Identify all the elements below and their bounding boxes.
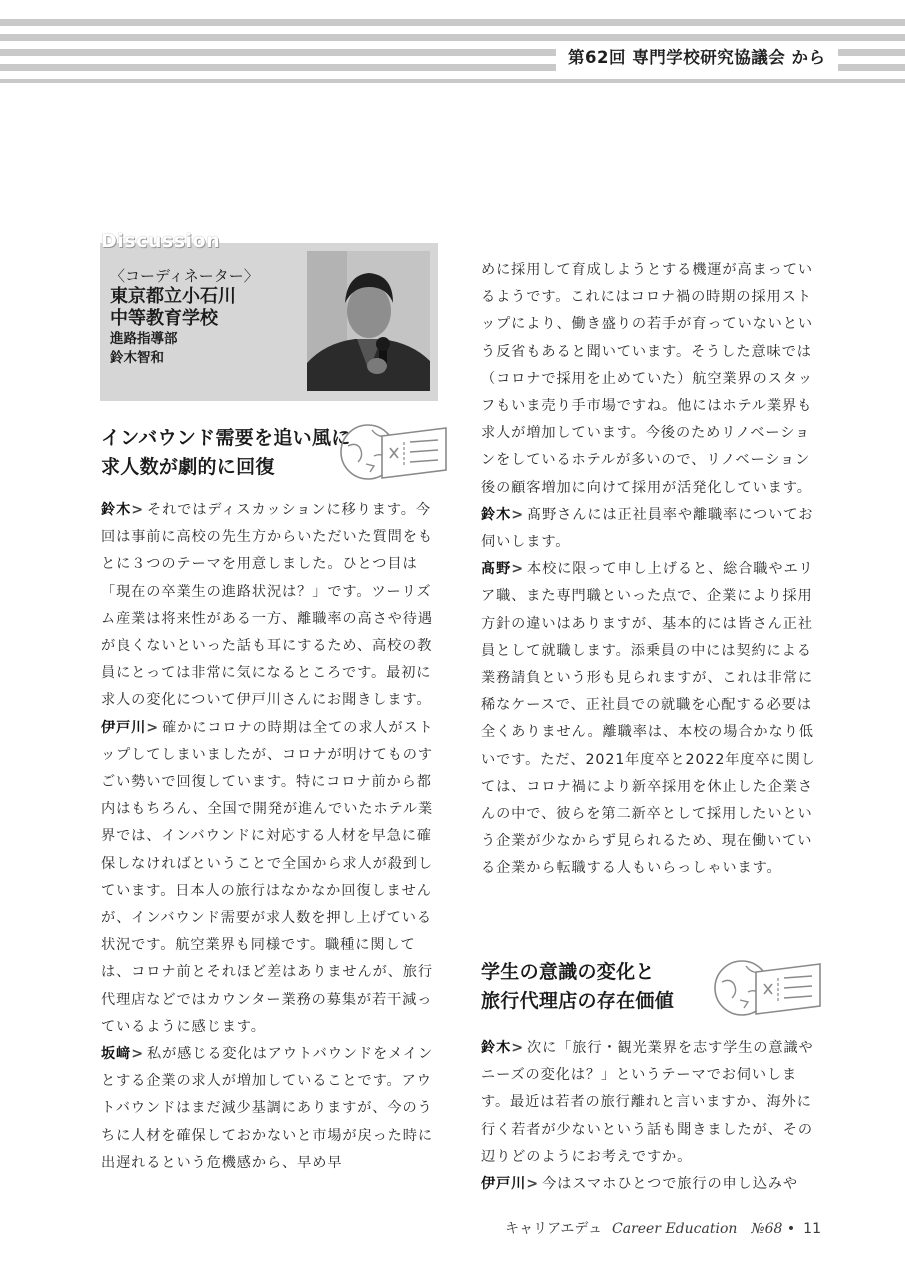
paragraph xyxy=(481,556,821,882)
paragraph-text: 次に「旅行・観光業界を志す学生の意識やニーズの変化は？」というテーマでお伺いします。最近は若者の旅行離れと言いますか、海外に行く若者が少ないという話も聞きましたが、その辺りどのようにお考えですか。 xyxy=(481,1040,814,1165)
paragraph xyxy=(481,502,821,556)
section-heading-2-line1: 学生の意識の変化と xyxy=(481,961,655,983)
page-footer xyxy=(505,1218,821,1238)
left-column xyxy=(101,497,439,1177)
header-stripe xyxy=(0,79,905,83)
speaker-label: 伊戸川> xyxy=(481,1176,540,1193)
paragraph-text: 確かにコロナの時期は全ての求人がストップしてしまいましたが、コロナが明けてものすごい勢いで回復しています。特にコロナ前から都内はもちろん、全国で開発が進んでいたホテル業界では、インバウンドに対応する人材を早急に確保しなければということで全国から求人が殺到しています。日本人の旅行はなかなか回復しませんが、インバウンド需要が求人数を押し上げている状況です。航空業界も同様です。職種に関しては、コロナ前とそれほど差はありませんが、旅行代理店などではカウンター業務の募集が若干減っているように感じます。 xyxy=(101,719,434,1035)
speaker-label: 伊戸川> xyxy=(101,719,160,736)
section-heading-1-line2: 求人数が劇的に回復 xyxy=(101,456,275,478)
globe-ticket-icon xyxy=(712,952,824,1024)
paragraph-text: それではディスカッションに移ります。今回は事前に高校の先生方からいただいた質問をもとに３つのテーマを用意しました。ひとつ目は「現在の卒業生の進路状況は？」です。ツーリズム産業は将来性がある一方、離職率の高さや待遇が良くないといった話も耳にするため、高校の教員にとっては非常に気になるところです。最初に求人の変化について伊戸川さんにお聞きします。 xyxy=(101,502,433,709)
paragraph xyxy=(481,1035,821,1171)
globe-ticket-icon xyxy=(338,416,450,488)
coordinator-role: 〈コーディネーター〉 xyxy=(110,267,259,285)
page-number: 11 xyxy=(803,1221,821,1237)
right-column-bottom xyxy=(481,1035,821,1198)
series-tag: 第62回 専門学校研究協議会 から xyxy=(556,42,838,74)
paragraph xyxy=(481,1171,821,1198)
magazine-title-en: Career Education xyxy=(611,1221,738,1237)
paragraph-text: 髙野さんには正社員率や離職率についてお伺いします。 xyxy=(481,506,814,551)
speaker-label: 髙野> xyxy=(481,561,524,578)
speaker-label: 坂﨑> xyxy=(101,1046,144,1063)
paragraph xyxy=(481,257,821,502)
magazine-title-jp: キャリアエデュ xyxy=(505,1221,602,1237)
right-column-top xyxy=(481,257,821,883)
paragraph-text: 本校に限って申し上げると、総合職やエリア職、また専門職といった点で、企業により採用方針の違いはありますが、基本的には皆さん正社員として就職します。添乗員の中には契約による業務請負という形も見られますが、これは非常に稀なケースで、正社員での就職を心配する必要は全くありません。離職率は、本校の場合かなり低いです。ただ、2021年度卒と2022年度卒に関しては、コロナ禍により新卒採用を休止した企業さんの中で、彼らを第二新卒として採用したいという企業が少なからず見られるため、現在働いている企業から転職する人もいらっしゃいます。 xyxy=(481,561,816,877)
discussion-label: Discussion xyxy=(101,230,221,252)
paragraph-text: 今はスマホひとつで旅行の申し込みや xyxy=(542,1176,798,1193)
speaker-label: 鈴木> xyxy=(481,1040,524,1056)
issue-number: №68 xyxy=(751,1221,783,1237)
paragraph-text: めに採用して育成しようとする機運が高まっているようです。これにはコロナ禍の時期の採用ストップにより、働き盛りの若手が育っていないという反省もあると聞いています。そうした意味では（コロナで採用を止めていた）航空業界のスタッフもいま売り手市場ですね。他にはホテル業界も求人が増加しています。今後のためリノベーションをしているホテルが多いので、リノベーション後の顧客増加に向けて採用が活発化しています。 xyxy=(481,262,813,496)
school-name-line2: 中等教育学校 xyxy=(110,308,218,329)
paragraph xyxy=(101,1041,439,1177)
section-heading-1 xyxy=(101,424,351,482)
department: 進路指導部 xyxy=(110,331,178,347)
section-heading-2-line2: 旅行代理店の存在価値 xyxy=(481,990,675,1012)
coordinator-name: 鈴木智和 xyxy=(110,350,164,366)
footer-bullet: • xyxy=(786,1221,796,1237)
section-heading-1-line1: インバウンド需要を追い風に xyxy=(101,427,351,449)
speaker-label: 鈴木> xyxy=(101,502,144,518)
section-heading-2 xyxy=(481,958,674,1016)
speaker-label: 鈴木> xyxy=(481,506,524,523)
school-name-line1: 東京都立小石川 xyxy=(110,286,236,307)
coordinator-photo xyxy=(307,251,430,391)
paragraph xyxy=(101,497,439,715)
header-stripe xyxy=(0,34,905,41)
paragraph-text: 私が感じる変化はアウトバウンドをメインとする企業の求人が増加していることです。アウトバウンドはまだ減少基調にありますが、今のうちに人材を確保しておかないと市場が戻った時に出遅れるという危機感から、早め早 xyxy=(101,1046,434,1171)
header-stripe xyxy=(0,19,905,26)
coordinator-info xyxy=(110,266,259,368)
paragraph xyxy=(101,715,439,1041)
